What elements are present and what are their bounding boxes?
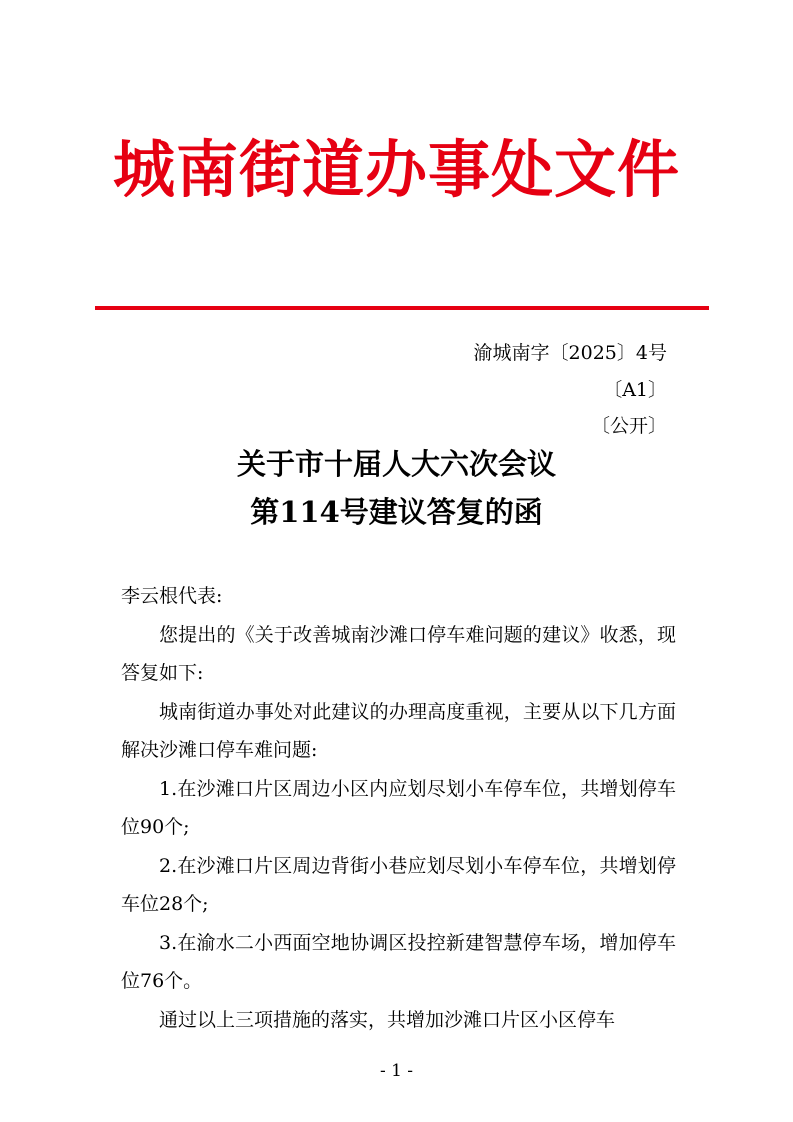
document-reference-number: 渝城南字〔2025〕4号	[473, 342, 667, 364]
paragraph-measure-1: 1.在沙滩口片区周边小区内应划尽划小车停车位，共增划停车位90个;	[121, 777, 676, 838]
paragraph-measure-3: 3.在渝水二小西面空地协调区投控新建智慧停车场，增加停车位76个。	[121, 931, 676, 992]
paragraph-summary: 通过以上三项措施的落实，共增加沙滩口片区小区停车	[159, 1008, 616, 1031]
document-title-line-2: 第114号建议答复的函	[250, 495, 543, 529]
page-number: - 1 -	[379, 1061, 414, 1081]
paragraph-measure-2: 2.在沙滩口片区周边背街小巷应划尽划小车停车位，共增划停车位28个;	[121, 854, 676, 915]
red-divider	[95, 306, 709, 310]
document-body	[121, 577, 676, 1039]
paragraph-approach: 城南街道办事处对此建议的办理高度重视，主要从以下几方面解决沙滩口停车难问题:	[121, 700, 676, 761]
issuer-header: 城南街道办事处文件	[112, 133, 680, 206]
disclosure-status: 〔公开〕	[590, 415, 667, 437]
paragraph-intro: 您提出的《关于改善城南沙滩口停车难问题的建议》收悉，现答复如下:	[121, 623, 676, 684]
salutation: 李云根代表:	[121, 585, 223, 607]
document-level: 〔A1〕	[603, 379, 667, 401]
document-title-line-1: 关于市十届人大六次会议	[236, 447, 556, 481]
